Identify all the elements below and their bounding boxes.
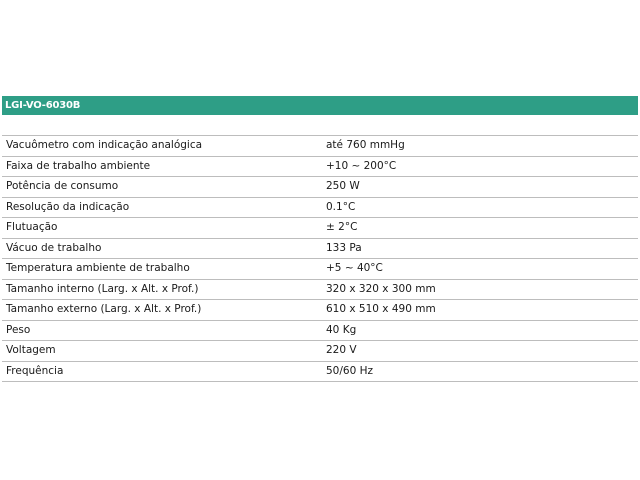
table-row xyxy=(2,177,638,198)
table-row xyxy=(2,259,638,280)
spec-label: Tamanho externo (Larg. x Alt. x Prof.) xyxy=(2,300,324,321)
table-row xyxy=(2,197,638,218)
spec-label: Peso xyxy=(2,320,324,341)
header-spacer xyxy=(2,115,638,136)
spec-label: Vacuômetro com indicação analógica xyxy=(2,136,324,156)
spec-value: 0.1°C xyxy=(324,197,638,218)
spec-table-body xyxy=(2,136,638,382)
table-row xyxy=(2,341,638,362)
spec-label: Tamanho interno (Larg. x Alt. x Prof.) xyxy=(2,279,324,300)
table-row xyxy=(2,238,638,259)
spec-value: 133 Pa xyxy=(324,238,638,259)
spec-value: +5 ~ 40°C xyxy=(324,259,638,280)
table-row xyxy=(2,279,638,300)
spec-label: Vácuo de trabalho xyxy=(2,238,324,259)
table-row xyxy=(2,361,638,382)
spec-label: Temperatura ambiente de trabalho xyxy=(2,259,324,280)
model-header: LGI-VO-6030B xyxy=(2,96,638,115)
spec-label: Potência de consumo xyxy=(2,177,324,198)
spec-sheet xyxy=(2,96,638,382)
spec-label: Resolução da indicação xyxy=(2,197,324,218)
spec-label: Flutuação xyxy=(2,218,324,239)
table-row xyxy=(2,300,638,321)
spec-value: ± 2°C xyxy=(324,218,638,239)
table-row xyxy=(2,218,638,239)
spec-label: Voltagem xyxy=(2,341,324,362)
spec-label: Faixa de trabalho ambiente xyxy=(2,156,324,177)
spec-value: 220 V xyxy=(324,341,638,362)
spec-value: 50/60 Hz xyxy=(324,361,638,382)
spec-label: Frequência xyxy=(2,361,324,382)
spec-value: 610 x 510 x 490 mm xyxy=(324,300,638,321)
spec-value: até 760 mmHg xyxy=(324,136,638,156)
table-row xyxy=(2,156,638,177)
spec-value: 250 W xyxy=(324,177,638,198)
table-row xyxy=(2,136,638,156)
table-row xyxy=(2,320,638,341)
spec-value: 40 Kg xyxy=(324,320,638,341)
spec-table xyxy=(2,136,638,382)
spec-value: +10 ~ 200°C xyxy=(324,156,638,177)
spec-value: 320 x 320 x 300 mm xyxy=(324,279,638,300)
